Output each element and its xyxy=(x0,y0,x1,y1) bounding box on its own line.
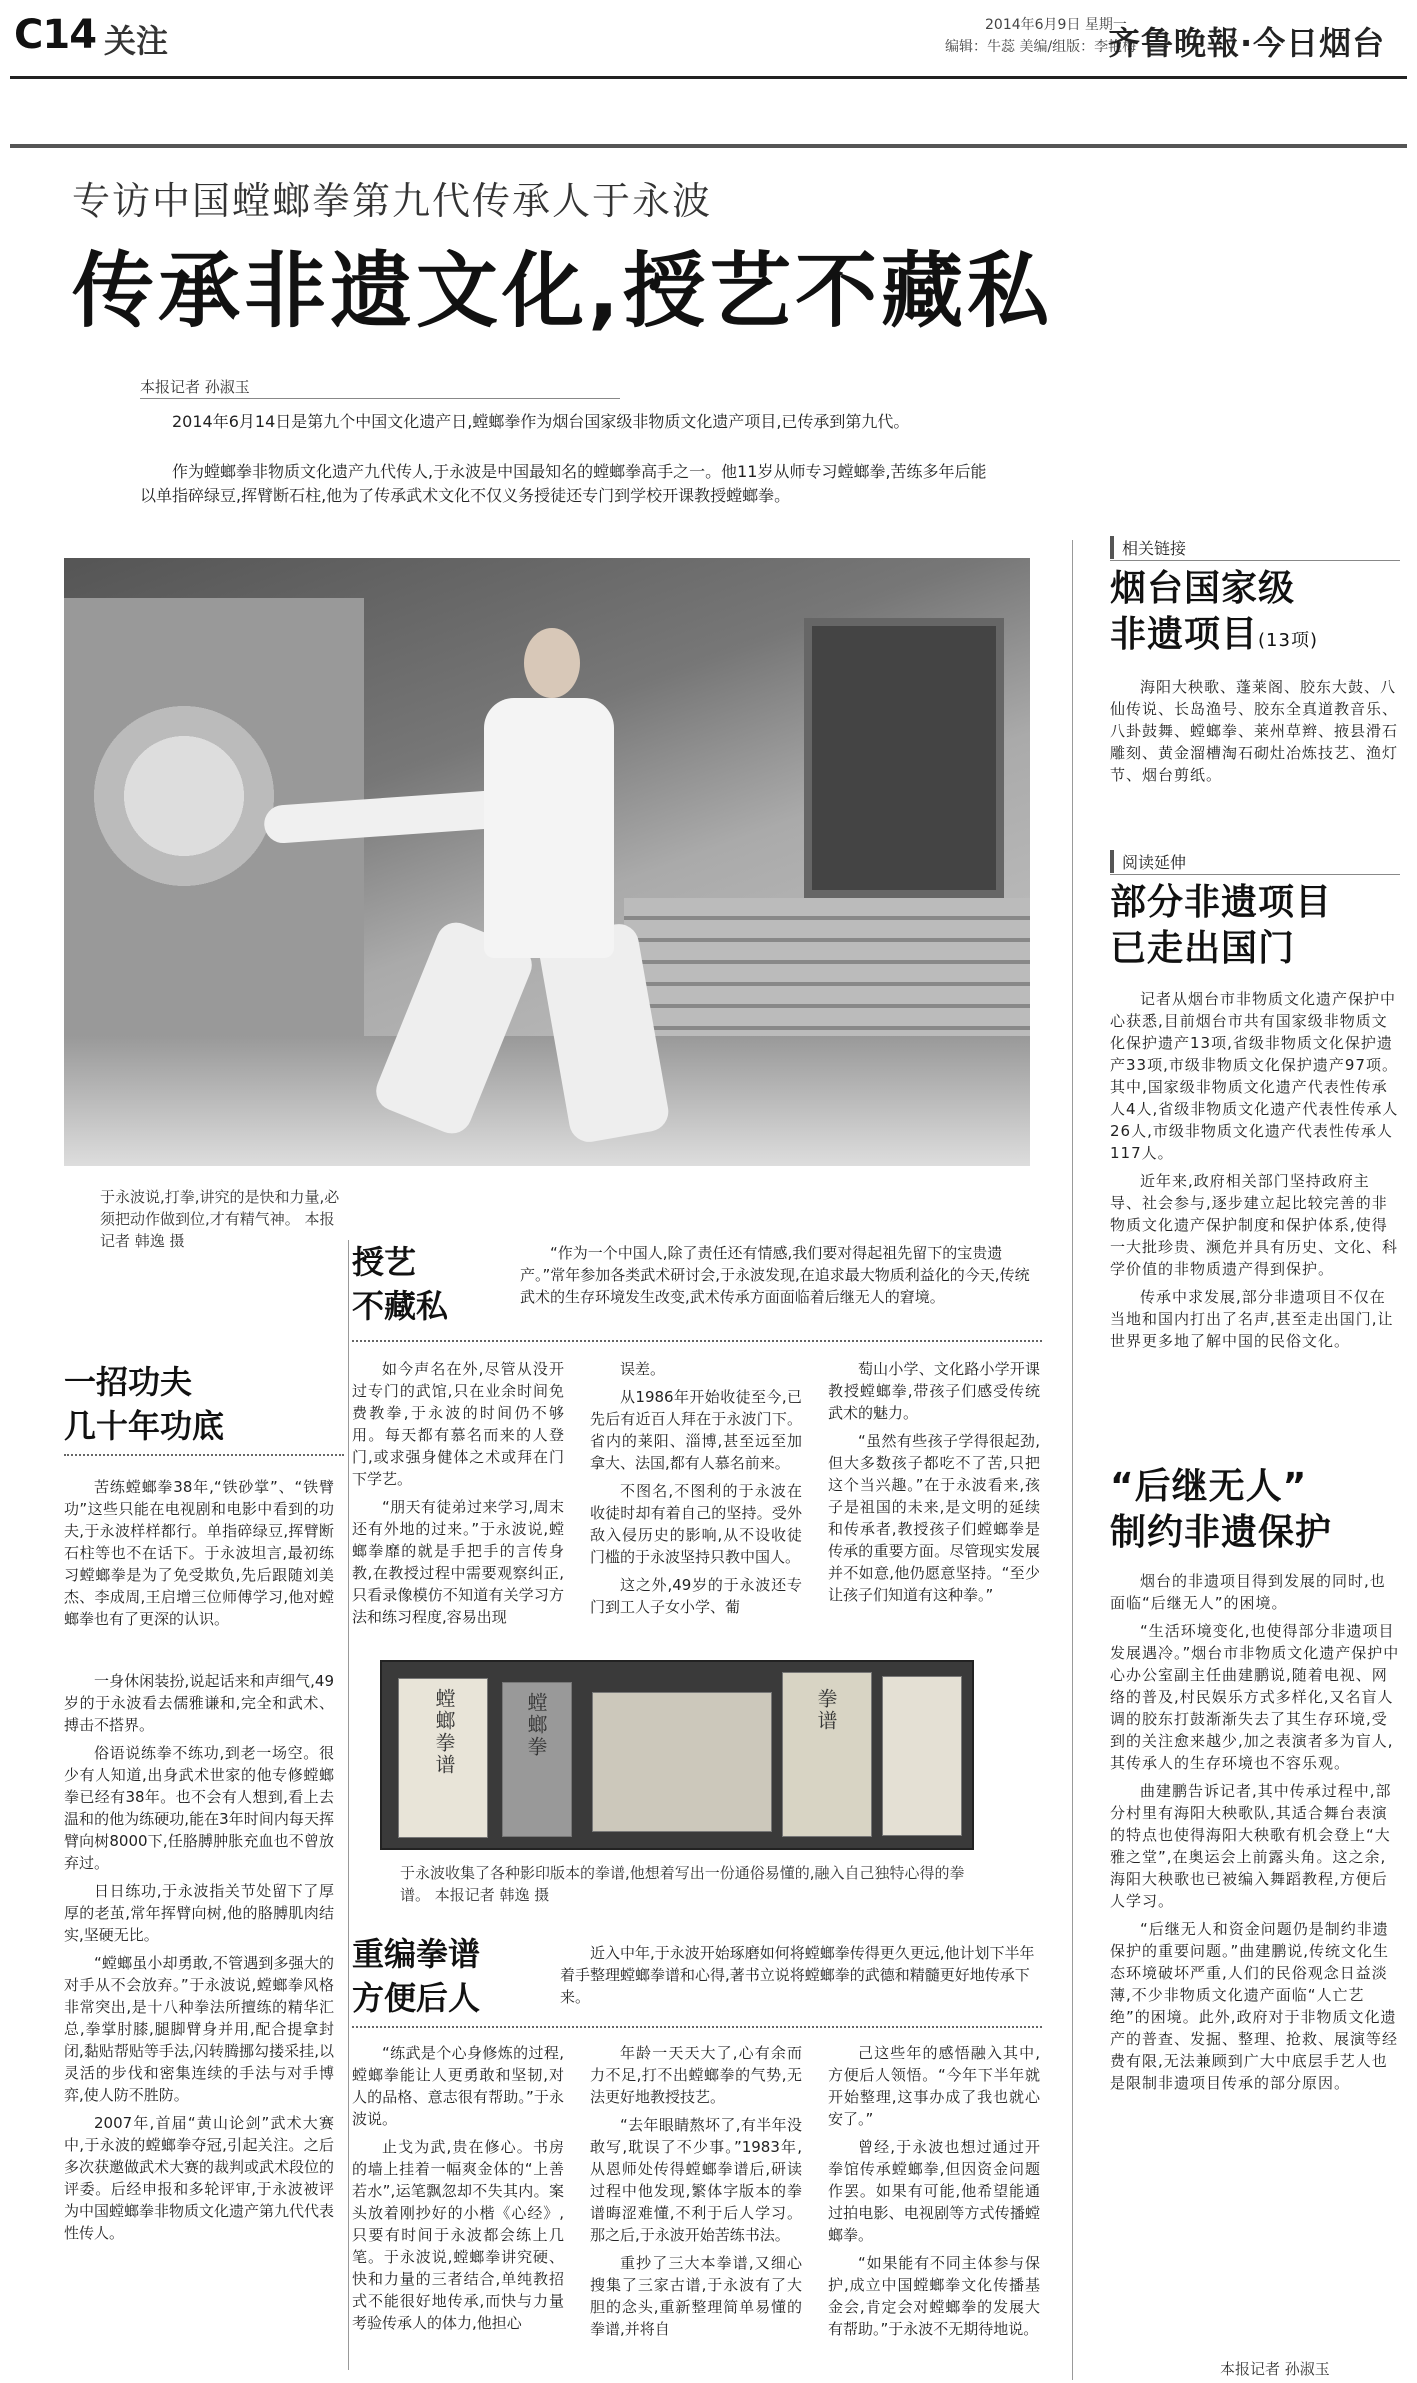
paragraph: 误差。 xyxy=(620,1360,666,1378)
martial-artist-figure xyxy=(444,608,624,1128)
paragraph: 曲建鹏告诉记者,其中传承过程中,部分村里有海阳大秧歌队,其适合舞台表演的特点也使得海阳大秧歌有机会登上“大雅之堂”,在奥运会上前露头角。这之余,海阳大秧歌也已被编入舞蹈教程,方便后人学习。 xyxy=(1110,1782,1392,1910)
sidebar-title-3: “后继无人” 制约非遗保护 xyxy=(1110,1466,1333,1553)
section1-rule xyxy=(64,1454,344,1456)
book-title: 螳螂拳谱 xyxy=(432,1688,456,1776)
header-rule xyxy=(10,76,1407,79)
weekday: 星期一 xyxy=(1084,17,1127,33)
section2-title: 授艺 不藏私 xyxy=(352,1243,449,1325)
book xyxy=(882,1676,962,1836)
sidebar-tag-rule xyxy=(1110,560,1400,561)
section2-intro: “作为一个中国人,除了责任还有情感,我们要对得起祖先留下的宝贵遗产。”常年参加各类武术研讨会,于永波发现,在追求最大物质利益化的今天,传统武术的生存环境发生改变,武术传承方面面临着后继无人的窘境。 xyxy=(520,1244,1030,1306)
section2-rule xyxy=(352,1340,1042,1342)
section3-title: 重编拳谱 方便后人 xyxy=(352,1935,481,2017)
paragraph: “生活环境变化,也使得部分非遗项目发展遇冷。”烟台市非物质文化遗产保护中心办公室副主任曲建鹏说,随着电视、网络的普及,村民娱乐方式多样化,又名盲人调的胶东打鼓渐渐失去了其生存环境,受到的关注愈来越少,加之表演者多为盲人,其传承人的生存环境也不容乐观。 xyxy=(1110,1622,1400,1772)
paragraph: “螳螂虽小却勇敢,不管遇到多强大的对手从不会放弃。”于永波说,螳螂拳风格非常突出,是十八种拳法所擅练的精华汇总,拳掌肘膝,腿脚臂身并用,配合提拿封闭,黏贴帮贴等手法,闪转腾挪勾搂采挂,以灵活的步伐和密集连续的手法与对手博弈,使人防不胜防。 xyxy=(64,1954,334,2104)
paragraph: 一身休闲装扮,说起话来和声细气,49岁的于永波看去儒雅谦和,完全和武术、搏击不搭界。 xyxy=(64,1672,334,1734)
section2-column-3 xyxy=(828,1358,1040,1612)
paragraph: 年龄一天天大了,心有余而力不足,打不出螳螂拳的气势,无法更好地教授技艺。 xyxy=(590,2044,802,2106)
photo-caption: 于永波说,打拳,讲究的是快和力量,必须把动作做到位,才有精气神。 本报记者 韩逸 摄 xyxy=(100,1188,340,1250)
paragraph: “后继无人和资金问题仍是制约非遗保护的重要问题。”曲建鹏说,传统文化生态环境破坏严重,人们的民俗观念日益淡薄,不少非物质文化遗产面临“人亡艺绝”的困境。此外,政府对于非物质文化遗产的普查、发掘、整理、抢救、展演等经费有限,无法兼顾到广大中底层手艺人也是限制非遗项目传承的部分原因。 xyxy=(1110,1920,1399,2092)
sidebar-tag: 相关链接 xyxy=(1110,536,1186,559)
section-name: 关注 xyxy=(104,22,169,60)
sidebar-tag-rule xyxy=(1110,874,1400,875)
paragraph: 日日练功,于永波指关节处留下了厚厚的老茧,常年挥臂向树,他的胳膊肌肉结实,坚硬无比。 xyxy=(64,1882,334,1944)
section3-column-2 xyxy=(590,2042,802,2346)
paragraph: 记者从烟台市非物质文化遗产保护中心获悉,目前烟台市共有国家级非物质文化保护遗产13项,省级非物质文化保护遗产33项,市级非物质文化保护遗产97项。其中,国家级非物质文化遗产代表性传承人4人,省级非物质文化遗产代表性传承人26人,市级非物质文化遗产代表性传承人117人。 xyxy=(1110,990,1399,1162)
paragraph: “如果能有不同主体参与保护,成立中国螳螂拳文化传播基金会,肯定会对螳螂拳的发展大有帮助。”于永波不无期待地说。 xyxy=(828,2254,1040,2338)
page-header xyxy=(0,0,1417,78)
date-line xyxy=(985,14,1127,34)
article-byline: 本报记者 孙淑玉 xyxy=(140,378,250,396)
paragraph: “朋天有徒弟过来学习,周末还有外地的过来。”于永波说,螳螂拳靡的就是手把手的言传身教,在教授过程中需要观察纠正,只看录像模仿不知道有关学习方法和练习程度,容易出现 xyxy=(352,1498,564,1626)
section3-intro: 近入中年,于永波开始琢磨如何将螳螂拳传得更久更远,他计划下半年着手整理螳螂拳谱和心得,著书立说将螳螂拳的武德和精髓更好地传承下来。 xyxy=(560,1944,1035,2006)
paragraph: 萄山小学、文化路小学开课教授螳螂拳,带孩子们感受传统武术的魅力。 xyxy=(828,1360,1040,1422)
paragraph: 传承中求发展,部分非遗项目不仅在当地和国内打出了名声,甚至走出国门,让世界更多地了解中国的民俗文化。 xyxy=(1110,1288,1394,1350)
sidebar-text-1: 海阳大秧歌、蓬莱阁、胶东大鼓、八仙传说、长岛渔号、胶东全真道教音乐、八卦鼓舞、螳螂拳、莱州草辫、掖县滑石雕刻、黄金溜槽淘石砌灶冶炼技艺、渔灯节、烟台剪纸。 xyxy=(1110,678,1399,784)
paragraph: “练武是个心身修炼的过程,螳螂拳能让人更勇敢和坚韧,对人的品格、意志很有帮助。”于永波说。 xyxy=(352,2044,564,2128)
section3-column-1 xyxy=(352,2042,564,2340)
kicker-headline: 专访中国螳螂拳第九代传承人于永波 xyxy=(72,179,713,223)
lead-paragraph: 2014年6月14日是第九个中国文化遗产日,螳螂拳作为烟台国家级非物质文化遗产项目,已传承到第九代。 xyxy=(172,412,910,431)
section3-column-3 xyxy=(828,2042,1040,2346)
paragraph: “虽然有些孩子学得很起劲,但大多数孩子都吃不了苦,只把这个当兴趣。”在于永波看来,孩子是祖国的未来,是文明的延续和传承者,教授孩子们螳螂拳是传承的重要方面。尽管现实发展并不如意,他仍愿意坚持。“至少让孩子们知道有这种拳。” xyxy=(828,1432,1040,1604)
kung-fu-photo xyxy=(64,558,1030,1166)
section1-column xyxy=(64,1476,334,2250)
paragraph: 重抄了三大本拳谱,又细心搜集了三家古谱,于永波有了大胆的念头,重新整理简单易懂的拳谱,并将自 xyxy=(590,2254,802,2338)
sidebar-tag: 阅读延伸 xyxy=(1110,850,1186,873)
photo2-caption: 于永波收集了各种影印版本的拳谱,他想着写出一份通俗易懂的,融入自己独特心得的拳谱。 本报记者 韩逸 摄 xyxy=(400,1864,965,1904)
boxing-manual-photo xyxy=(380,1660,974,1850)
header-rule-secondary xyxy=(10,144,1407,148)
stone-steps xyxy=(624,898,1030,1048)
paragraph: 止戈为武,贵在修心。书房的墙上挂着一幅爽金体的“上善若水”,运笔飘忽却不失其内。案头放着刚抄好的小楷《心经》,只要有时间于永波都会练上几笔。于永波说,螳螂拳讲究硬、快和力量的三者结合,单纯教招式不能很好地传承,而快与力量考验传承人的体力,他担心 xyxy=(352,2138,564,2332)
paragraph: 烟台的非遗项目得到发展的同时,也面临“后继无人”的困境。 xyxy=(1110,1572,1386,1612)
paragraph: 苦练螳螂拳38年,“铁砂掌”、“铁臂功”这些只能在电视剧和电影中看到的功夫,于永波样样都行。单指碎绿豆,挥臂断石柱等也不在话下。于永波坦言,最初练习螳螂拳是为了免受欺负,先后跟随刘美杰、李成周,王启增三位师傅学习,他对螳螂拳也有了更深的认识。 xyxy=(64,1478,334,1628)
sidebar-title-1 xyxy=(1110,566,1400,664)
paragraph: 2007年,首届“黄山论剑”武术大赛中,于永波的螳螂拳夺冠,引起关注。之后多次获邀做武术大赛的裁判或武术段位的评委。后经申报和多轮评审,于永波被评为中国螳螂拳非物质文化遗产第九代代表性传人。 xyxy=(64,2114,335,2242)
paragraph: 己这些年的感悟融入其中,方便后人领悟。“今年下半年就开始整理,这事办成了我也就心安了。” xyxy=(828,2044,1040,2128)
sidebar-title-count: (13项) xyxy=(1258,630,1318,651)
sidebar-divider xyxy=(1072,540,1073,2380)
book-title: 拳谱 xyxy=(814,1688,838,1732)
section3-rule xyxy=(352,2026,1042,2028)
main-headline: 传承非遗文化,授艺不藏私 xyxy=(72,244,1054,339)
paragraph: 如今声名在外,尽管从没开过专门的武馆,只在业余时间免费教拳,于永波的时间仍不够用。每天都有慕名而来的人登门,或求强身健体之术或拜在门下学艺。 xyxy=(352,1360,564,1488)
section1-title: 一招功夫 几十年功底 xyxy=(64,1363,225,1445)
paragraph: 近年来,政府相关部门坚持政府主导、社会参与,逐步建立起比较完善的非物质文化遗产保护制度和保护体系,使得一大批珍贵、濒危并具有历史、文化、科学价值的非物质遗产得到保护。 xyxy=(1110,1172,1399,1278)
masthead-logo: 齐鲁晚報·今日烟台 xyxy=(1108,24,1386,62)
paragraph: 从1986年开始收徒至今,已先后有近百人拜在于永波门下。省内的莱阳、淄博,甚至远至加拿大、法国,都有人慕名前来。 xyxy=(590,1388,802,1472)
sidebar-text-3 xyxy=(1110,1570,1400,2094)
editors-line: 编辑：牛蕊 美编/组版：李艳梅 xyxy=(945,39,1137,55)
paragraph: 这之外,49岁的于永波还专门到工人子女小学、葡 xyxy=(590,1576,802,1616)
issue-date: 2014年6月9日 xyxy=(985,17,1081,33)
temple-door xyxy=(804,618,1004,898)
paragraph: 俗语说练拳不练功,到老一场空。很少有人知道,出身武术世家的他专修螳螂拳已经有38年。也不会有人想到,看上去温和的他为练硬功,能在3年时间内每天挥臂向树8000下,任胳膊肿胀充血也不曾放弃过。 xyxy=(64,1744,334,1872)
section2-column-2 xyxy=(590,1358,802,1624)
column-divider xyxy=(348,1240,349,2370)
page-number: C14 xyxy=(14,12,97,58)
paragraph: 不图名,不图利的于永波在收徒时却有着自己的坚持。受外敌入侵历史的影响,从不设收徒门槛的于永波坚持只教中国人。 xyxy=(590,1482,802,1566)
paragraph: “去年眼睛熬坏了,有半年没敢写,耽误了不少事。”1983年,从恩师处传得螳螂拳谱后,研读过程中他发现,繁体字版本的拳谱晦涩难懂,不利于后人学习。那之后,于永波开始苦练书法。 xyxy=(590,2116,802,2244)
sidebar-text-2 xyxy=(1110,988,1400,1352)
sidebar-title-2: 部分非遗项目 已走出国门 xyxy=(1110,882,1333,969)
paragraph: 曾经,于永波也想过通过开拳馆传承螳螂拳,但因资金问题作罢。如果有可能,他希望能通过拍电影、电视剧等方式传播螳螂拳。 xyxy=(828,2138,1040,2244)
sidebar-title-text: 烟台国家级 非遗项目 xyxy=(1110,568,1296,655)
section2-column-1 xyxy=(352,1358,564,1634)
sidebar-byline: 本报记者 孙淑玉 xyxy=(1220,2360,1330,2378)
book xyxy=(592,1692,772,1832)
lead-paragraph: 作为螳螂拳非物质文化遗产九代传人,于永波是中国最知名的螳螂拳高手之一。他11岁从师专习螳螂拳,苦练多年后能以单指碎绿豆,挥臂断石柱,他为了传承武术文化不仅义务授徒还专门到学校开课教授螳螂拳。 xyxy=(140,462,987,505)
byline-rule xyxy=(140,398,620,399)
book-title: 螳螂拳 xyxy=(524,1692,548,1758)
